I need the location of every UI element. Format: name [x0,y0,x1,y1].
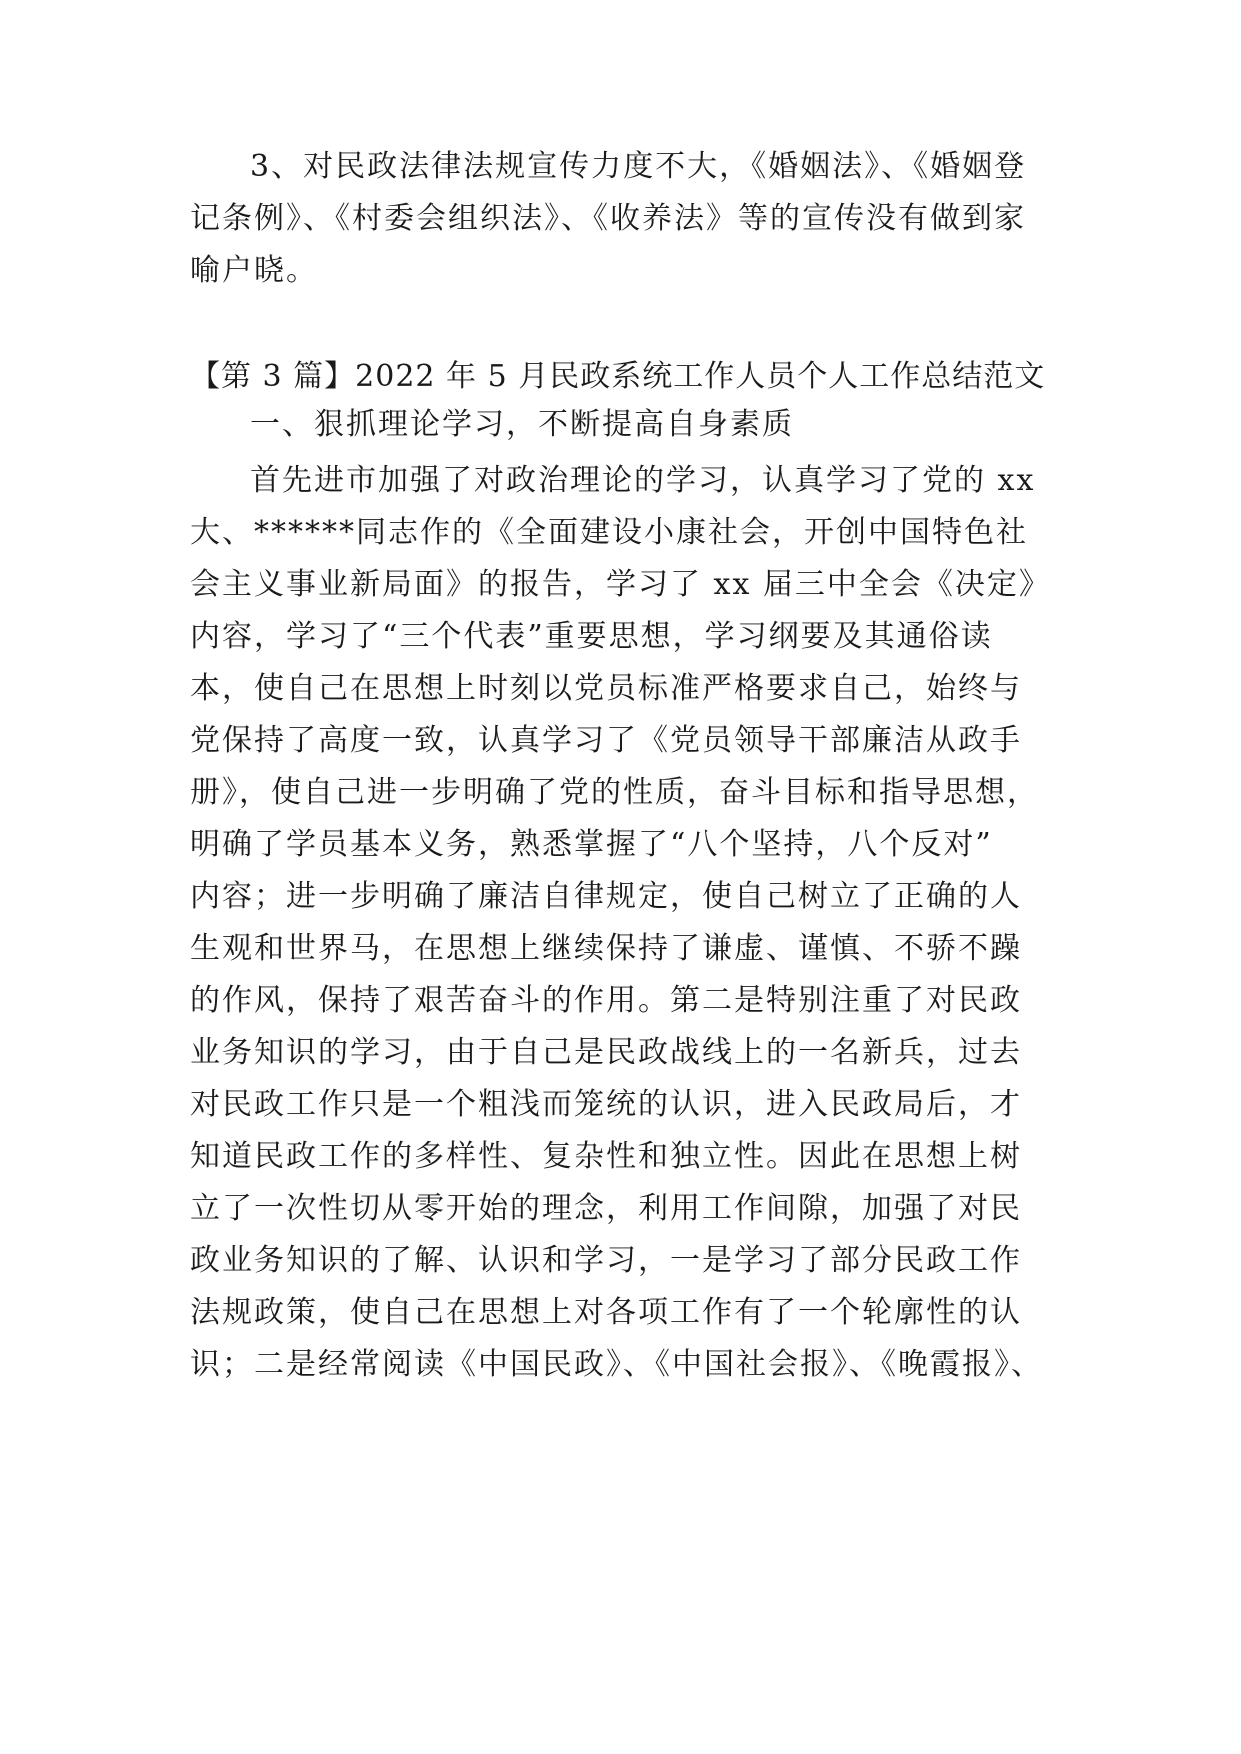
body-line: 立了一次性切从零开始的理念，利用工作间隙，加强了对民 [190,1191,1022,1226]
intro-line: 喻户晓。 [190,253,318,288]
intro-line: 记条例》、《村委会组织法》、《收养法》等的宣传没有做到家 [190,201,1026,236]
body-line: 法规政策，使自己在思想上对各项工作有了一个轮廓性的认 [190,1295,1022,1330]
article-title: 【第 3 篇】2022 年 5 月民政系统工作人员个人工作总结范文 [190,359,1046,394]
body-line: 明确了学员基本义务，熟悉掌握了“八个坚持，八个反对” [190,827,993,862]
body-line: 的作风，保持了艰苦奋斗的作用。第二是特别注重了对民政 [190,983,1022,1018]
body-line: 内容，学习了“三个代表”重要思想，学习纲要及其通俗读 [190,619,993,654]
body-line: 大、******同志作的《全面建设小康社会，开创中国特色社 [190,515,1028,550]
section-subheading: 一、狠抓理论学习，不断提高自身素质 [250,407,794,442]
body-line: 党保持了高度一致，认真学习了《党员领导干部廉洁从政手 [190,723,1022,758]
body-line: 对民政工作只是一个粗浅而笼统的认识，进入民政局后，才 [190,1087,1022,1122]
body-line: 本，使自己在思想上时刻以党员标准严格要求自己，始终与 [190,671,1022,706]
body-line: 册》，使自己进一步明确了党的性质，奋斗目标和指导思想， [190,775,1039,810]
intro-line: 3、对民政法律法规宣传力度不大，《婚姻法》、《婚姻登 [250,149,1027,184]
body-line: 业务知识的学习，由于自己是民政战线上的一名新兵，过去 [190,1035,1022,1070]
body-line: 知道民政工作的多样性、复杂性和独立性。因此在思想上树 [190,1139,1022,1174]
body-line: 生观和世界马，在思想上继续保持了谦虚、谨慎、不骄不躁 [190,931,1022,966]
body-line: 会主义事业新局面》的报告，学习了 xx 届三中全会《决定》 [190,567,1051,602]
body-line: 识；二是经常阅读《中国民政》、《中国社会报》、《晚霞报》、 [190,1347,1043,1382]
body-line: 首先进市加强了对政治理论的学习，认真学习了党的 xx [250,463,1036,498]
body-line: 政业务知识的了解、认识和学习，一是学习了部分民政工作 [190,1243,1022,1278]
body-line: 内容；进一步明确了廉洁自律规定，使自己树立了正确的人 [190,879,1022,914]
